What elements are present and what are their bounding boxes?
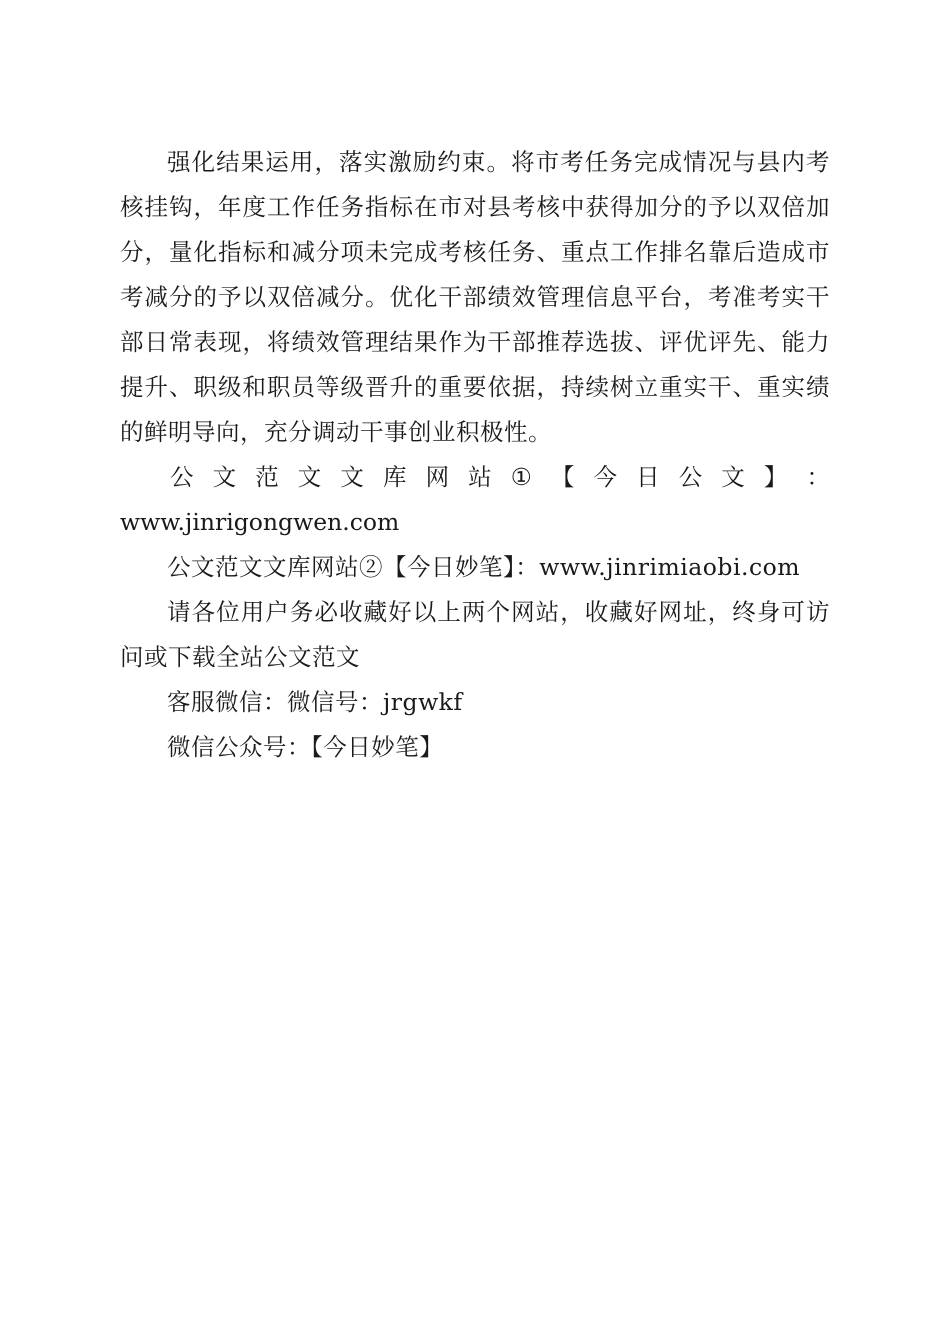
site1-label-char: 公 [170,463,194,491]
site1-label-char: 范 [255,463,279,491]
site1-label-char: 文 [297,463,322,491]
site1-label-char: 今 [593,463,618,491]
body-paragraph: 强化结果运用，落实激励约束。将市考任务完成情况与县内考核挂钩，年度工作任务指标在市对县考核中获得加分的予以双倍加分，量化指标和减分项未完成考核任务、重点工作排名靠后造成市考减分的予以双倍减分。优化干部绩效管理信息平台，考准考实干部日常表现，将绩效管理结果作为干部推荐选拔、评优评先、能力提升、职级和职员等级晋升的重要依据，持续树立重实干、重实绩的鲜明导向，充分调动干事创业积极性。 [120,148,830,446]
site1-label-char: 】 [763,463,788,491]
site1-label-char: 文 [212,463,237,491]
site1-label-char: 文 [340,463,364,491]
site1-label-char: 【 [550,463,575,491]
document-body [120,140,830,770]
site1-label-char: ① [510,463,532,491]
site2-line: 公文范文文库网站②【今日妙笔】：www.jinrimiaobi.com [167,553,801,581]
site1-label-char: 日 [636,463,660,491]
wechat-public-account: 微信公众号：【今日妙笔】 [167,733,444,761]
site1-label-char: 网 [425,463,450,491]
site1-label-char: 文 [721,463,745,491]
site1-label-char: 库 [382,463,407,491]
site1-label [120,455,830,500]
site1-url: www.jinrigongwen.com [120,508,400,536]
bookmark-notice: 请各位用户务必收藏好以上两个网站，收藏好网址，终身可访问或下载全站公文范文 [120,598,830,671]
site1-label-char: 站 [468,463,492,491]
site1-label-char: 公 [678,463,703,491]
site1-label-char: ： [806,463,830,491]
wechat-service: 客服微信：微信号：jrgwkf [167,688,463,716]
